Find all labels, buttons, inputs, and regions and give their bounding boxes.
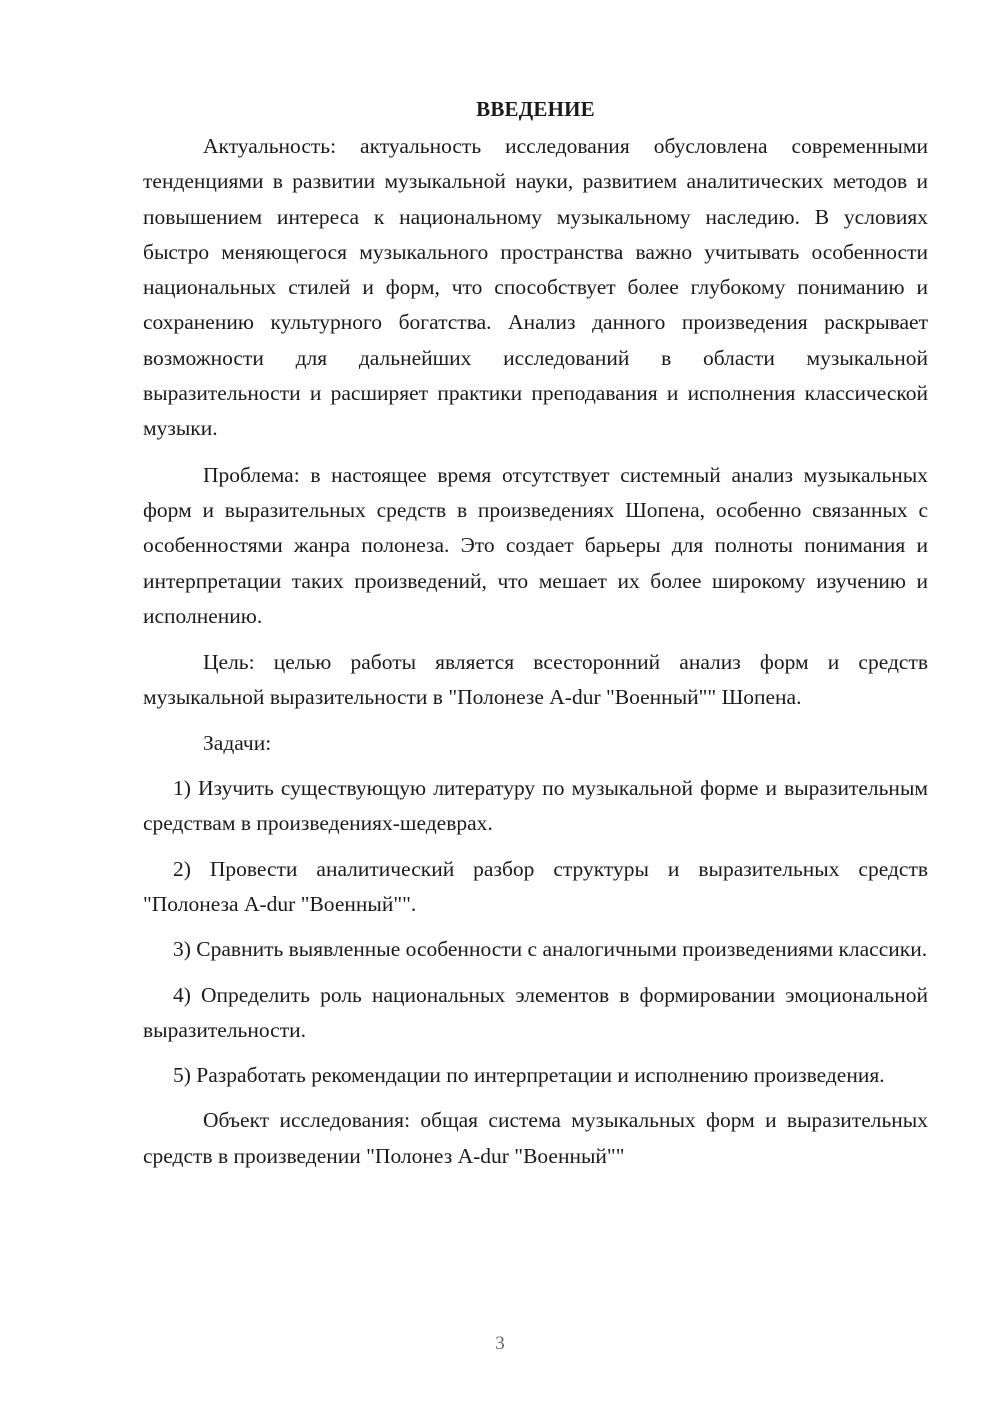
tasks-list	[143, 771, 928, 1093]
problem-paragraph: Проблема: в настоящее время отсутствует системный анализ музыкальных форм и выразительных средств в произведениях Шопена, особенно связанных с особенностями жанра полонеза. Это создает барьеры для полноты понимания и интерпретации таких произведений, что мешает их более широкому изучению и исполнению.	[143, 462, 928, 628]
list-item: 5) Разработать рекомендации по интерпретации и исполнению произведения.	[173, 1063, 885, 1088]
document-page	[143, 92, 928, 1174]
list-item: 1) Изучить существующую литературу по музыкальной форме и выразительным средствам в произведениях-шедеврах.	[143, 776, 928, 836]
tasks-heading: Задачи:	[203, 730, 272, 755]
page-number: 3	[495, 1333, 505, 1354]
goal-paragraph: Цель: целью работы является всесторонний анализ форм и средств музыкальной выразительности в "Полонезе A-dur "Военный"" Шопена.	[143, 650, 928, 710]
list-item: 4) Определить роль национальных элементов в формировании эмоциональной выразительности.	[143, 982, 928, 1042]
object-paragraph: Объект исследования: общая система музыкальных форм и выразительных средств в произведении "Полонез A-dur "Военный""	[143, 1108, 928, 1168]
relevance-paragraph: Актуальность: актуальность исследования обусловлена современными тенденциями в развитии музыкальной науки, развитием аналитических методов и повышением интереса к национальному музыкальному наследию. В условиях быстро меняющегося музыкального пространства важно учитывать особенности национальных стилей и форм, что способствует более глубокому пониманию и сохранению культурного богатства. Анализ данного произведения раскрывает возможности для дальнейших исследований в области музыкальной выразительности и расширяет практики преподавания и исполнения классической музыки.	[143, 134, 928, 441]
list-item: 2) Провести аналитический разбор структуры и выразительных средств "Полонеза A-dur "Военный"".	[143, 856, 928, 916]
page-title: ВВЕДЕНИЕ	[476, 97, 595, 121]
list-item: 3) Сравнить выявленные особенности с аналогичными произведениями классики.	[173, 937, 928, 962]
